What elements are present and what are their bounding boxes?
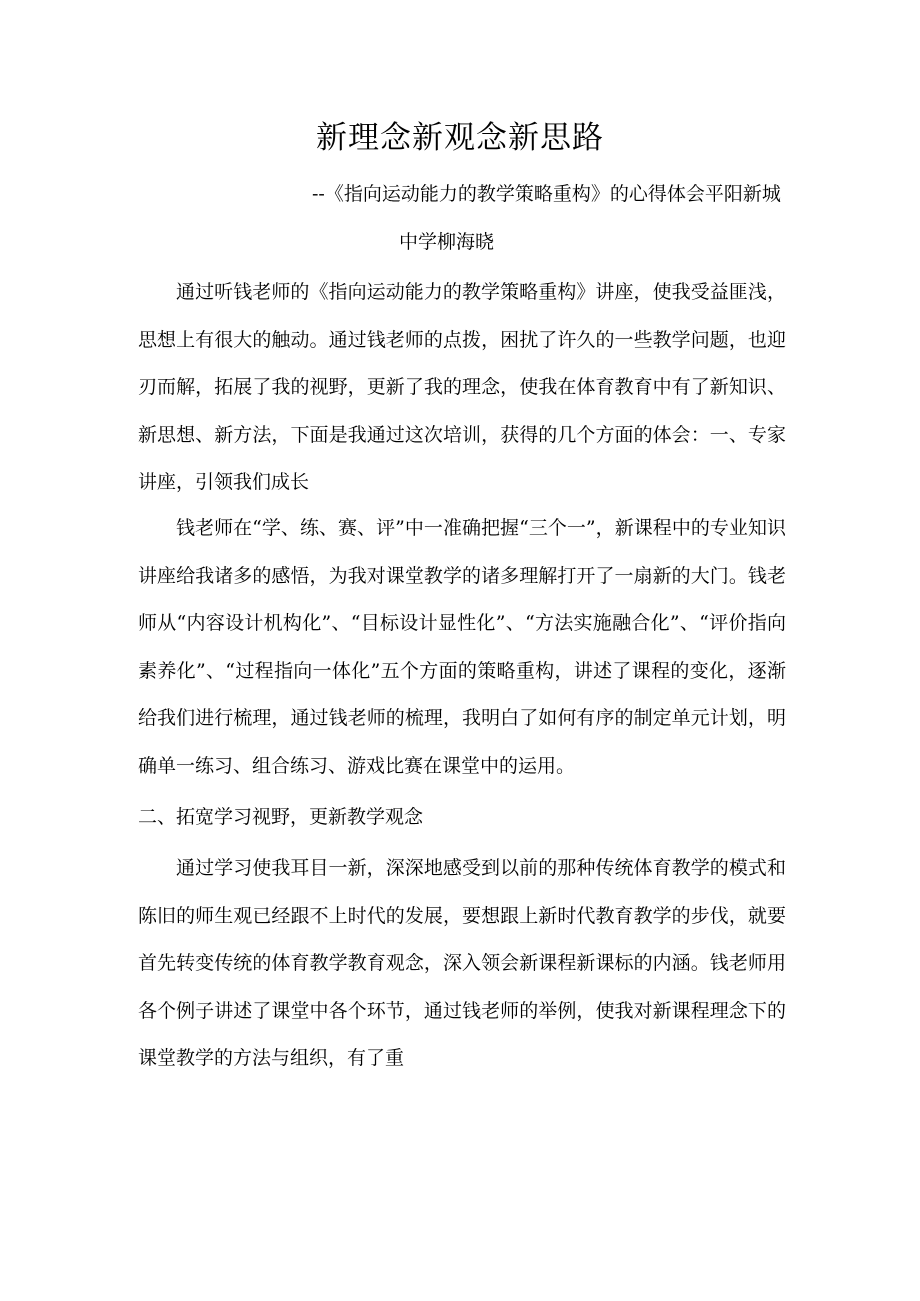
paragraph-3: 通过学习使我耳目一新，深深地感受到以前的那种传统体育教学的模式和陈旧的师生观已经跟不上时代的发展，要想跟上新时代教育教学的步伐，就要首先转变传统的体育教学教育观念，深入领会新课程新课标的内涵。钱老师用各个例子讲述了课堂中各个环节，通过钱老师的举例，使我对新课程理念下的课堂教学的方法与组织，有了重 [138,857,786,1069]
paragraph-2: 钱老师在“学、练、赛、评”中一准确把握“三个一”，新课程中的专业知识讲座给我诸多的感悟，为我对课堂教学的诸多理解打开了一扇新的大门。钱老师从“内容设计机构化”、“目标设计显性化”、“方法实施融合化”、“评价指向素养化”、“过程指向一体化”五个方面的策略重构，讲述了课程的变化，逐渐给我们进行梳理，通过钱老师的梳理，我明白了如何有序的制定单元计划，明确单一练习、组合练习、游戏比赛在课堂中的运用。 [138,517,786,777]
document-subtitle: --《指向运动能力的教学策略重构》的心得体会平阳新城 [312,183,781,205]
author-line: 中学柳海晓 [399,231,495,253]
document-title: 新理念新观念新思路 [316,120,604,156]
paragraph-1: 通过听钱老师的《指向运动能力的教学策略重构》讲座，使我受益匪浅，思想上有很大的触动。通过钱老师的点拨，困扰了许久的一些教学问题，也迎刃而解，拓展了我的视野，更新了我的理念，使我在体育教育中有了新知识、新思想、新方法，下面是我通过这次培训，获得的几个方面的体会：一、专家讲座，引领我们成长 [138,281,786,493]
section-2-heading: 二、拓宽学习视野，更新教学观念 [138,806,424,828]
